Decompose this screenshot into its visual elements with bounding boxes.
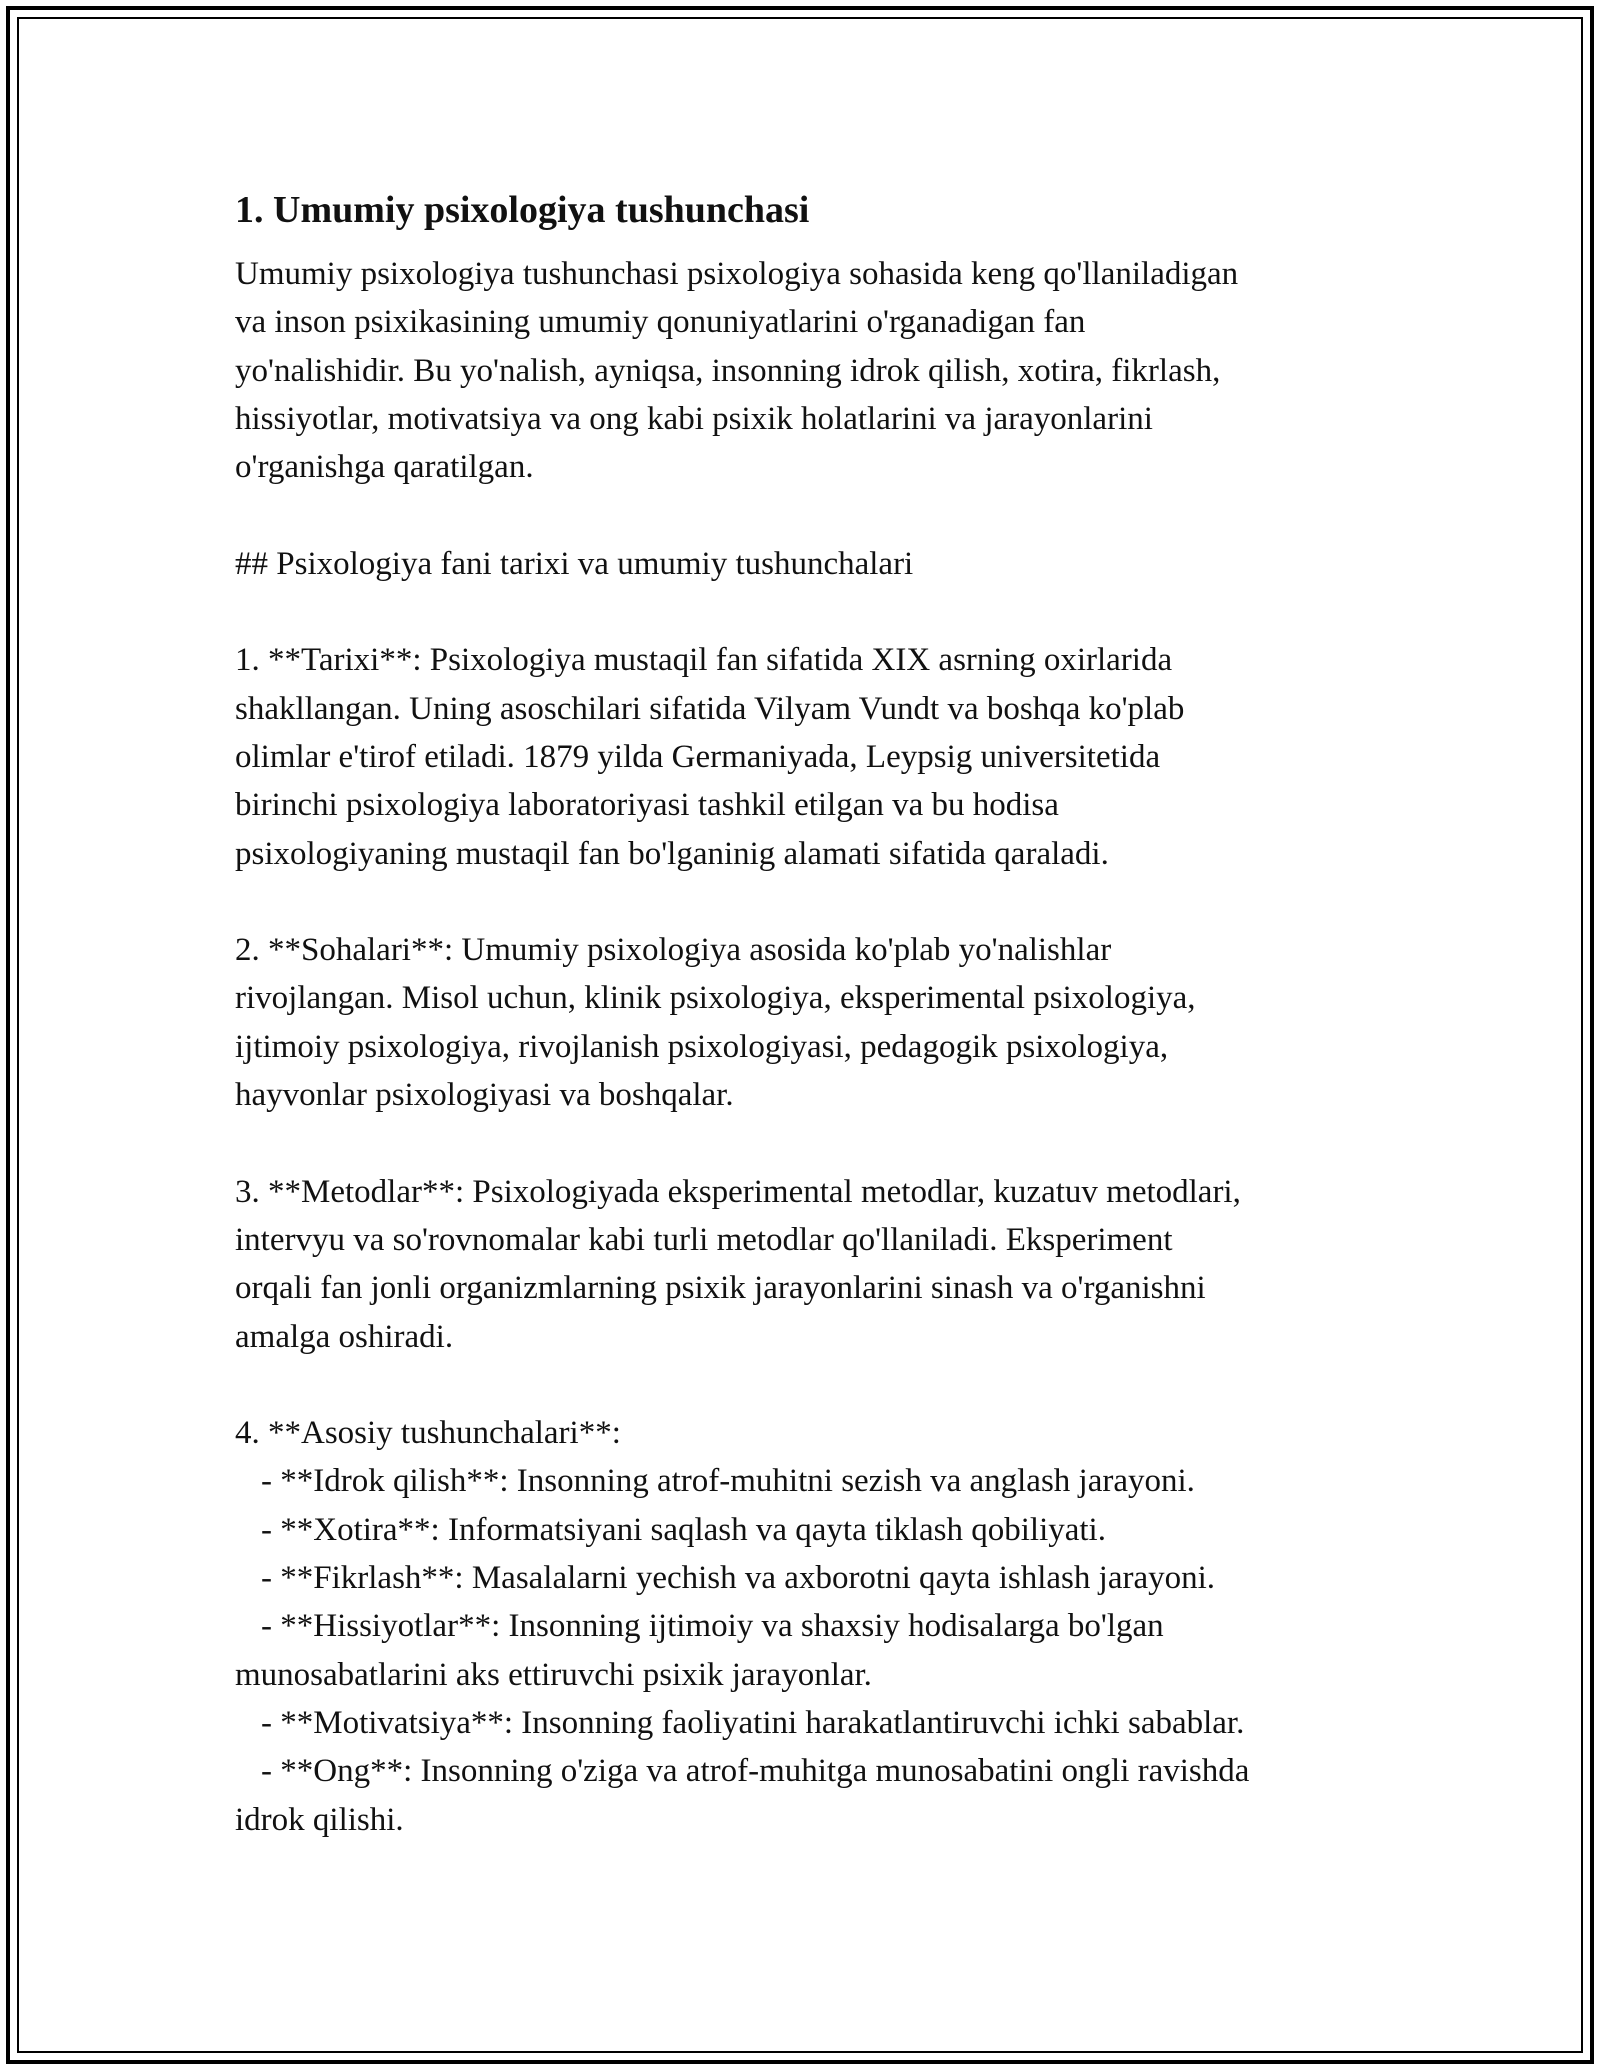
list-item-fields: 2. **Sohalari**: Umumiy psixologiya asosida ko'plab yo'nalishlar rivojlangan. Misol uchun, klinik psixologiya, eksperimental psixologiya, ijtimoiy psixologiya, rivojlanish psixologiyasi, pedagogik psixologiya, hayvonlar psixologiyasi va boshqalar. — [235, 932, 1196, 1114]
concept-emotions: - **Hissiyotlar**: Insonning ijtimoiy va shaxsiy hodisalarga bo'lgan — [261, 1608, 1164, 1645]
concept-consciousness: - **Ong**: Insonning o'ziga va atrof-muhitga munosabatini ongli ravishda — [261, 1753, 1250, 1790]
section-subheading: ## Psixologiya fani tarixi va umumiy tushunchalari — [235, 545, 914, 582]
intro-paragraph: Umumiy psixologiya tushunchasi psixologiya sohasida keng qo'llaniladigan va inson psixikasining umumiy qonuniyatlarini o'rganadigan fan yo'nalishidir. Bu yo'nalish, ayniqsa, insonning idrok qilish, xotira, fikrlash, hissiyotlar, motivatsiya va ong kabi psixik holatlarini va jarayonlarini o'rganishga qaratilgan. — [235, 256, 1239, 486]
list-item-methods: 3. **Metodlar**: Psixologiyada eksperimental metodlar, kuzatuv metodlari, intervyu va so'rovnomalar kabi turli metodlar qo'llaniladi. Eksperiment orqali fan jonli organizmlarning psixik jarayonlarini sinash va o'rganishni amalga oshiradi. — [235, 1173, 1241, 1355]
core-concepts-heading: 4. **Asosiy tushunchalari**: — [235, 1415, 621, 1452]
document-title: 1. Umumiy psixologiya tushunchasi — [235, 189, 810, 231]
concept-motivation: - **Motivatsiya**: Insonning faoliyatini harakatlantiruvchi ichki sabablar. — [261, 1704, 1245, 1741]
concept-thinking: - **Fikrlash**: Masalalarni yechish va axborotni qayta ishlash jarayoni. — [261, 1560, 1216, 1597]
list-item-core-concepts — [235, 1409, 1385, 1844]
concept-consciousness-continued: idrok qilishi. — [235, 1801, 404, 1838]
concept-memory: - **Xotira**: Informatsiyani saqlash va qayta tiklash qobiliyati. — [261, 1511, 1106, 1548]
concept-emotions-continued: munosabatlarini aks ettiruvchi psixik jarayonlar. — [235, 1656, 872, 1693]
list-item-history: 1. **Tarixi**: Psixologiya mustaqil fan sifatida XIX asrning oxirlarida shakllangan. Uning asoschilari sifatida Vilyam Vundt va boshqa ko'plab olimlar e'tirof etiladi. 1879 yilda Germaniyada, Leypsig universitetida birinchi psixologiya laboratoriyasi tashkil etilgan va bu hodisa psixologiyaning mustaqil fan bo'lganinig alamati sifatida qaraladi. — [235, 642, 1185, 872]
document-body — [235, 186, 1385, 1844]
concept-perception: - **Idrok qilish**: Insonning atrof-muhitni sezish va anglash jarayoni. — [261, 1463, 1195, 1500]
